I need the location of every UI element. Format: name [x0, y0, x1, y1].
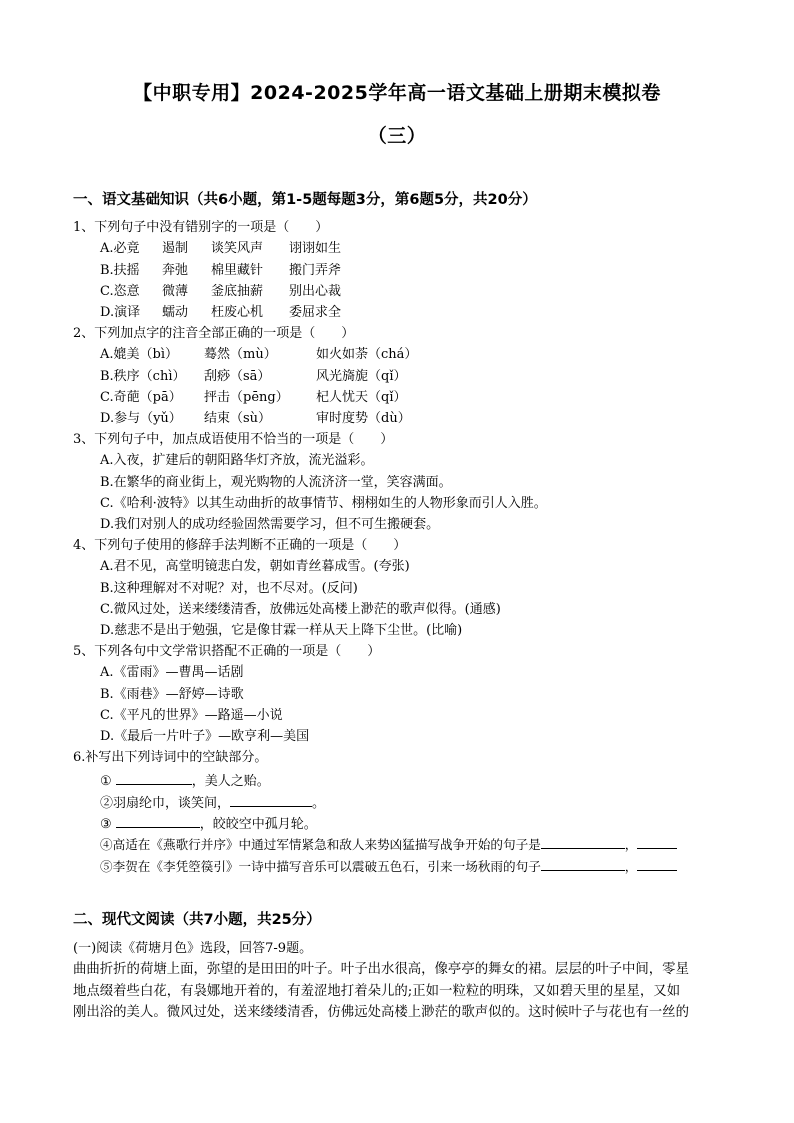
q1-a-word1: A.必竟 — [100, 241, 140, 256]
q6-item3-pre: ③ — [100, 817, 116, 832]
exam-subtitle: （三） — [367, 125, 427, 147]
reading-paragraph-line-3: 刚出浴的美人。微风过处，送来缕缕清香，仿佛远处高楼上渺茫的歌声似的。这时候叶子与花也有一丝的 — [73, 1005, 689, 1020]
q2-d-word2: 结束（sù） — [204, 411, 272, 426]
q1-d-word4: 委屈求全 — [289, 305, 342, 320]
q2-c-word3: 杞人忧天（qǐ） — [316, 390, 407, 405]
q6-item1-pre: ① — [100, 774, 116, 789]
q2-b-word2: 刮痧（sā） — [204, 369, 271, 384]
q6-item-5 — [100, 857, 677, 875]
q6-stem: 6.补写出下列诗词中的空缺部分。 — [73, 750, 268, 765]
q1-b-word1: B.扶摇 — [100, 263, 140, 278]
q1-c-word4: 别出心裁 — [289, 284, 342, 299]
q6-item3-post: ，皎皎空中孤月轮。 — [199, 817, 317, 832]
q6-item-3 — [100, 814, 317, 833]
q1-c-word1: C.恣意 — [100, 284, 140, 299]
q6-item1-post: ，美人之贻。 — [191, 774, 270, 789]
q6-item3-blank[interactable] — [116, 814, 200, 828]
section2-heading: 二、现代文阅读（共7小题，共25分） — [73, 912, 321, 928]
q1-b-word3: 棉里藏针 — [211, 263, 264, 278]
reading-intro: (一)阅读《荷塘月色》选段，回答7-9题。 — [73, 941, 313, 956]
q2-a-word2: 蓦然（mù） — [204, 347, 277, 362]
q6-item2-pre: ②羽扇纶巾，谈笑间， — [100, 796, 231, 811]
exam-title: 【中职专用】2024-2025学年高一语文基础上册期末模拟卷 — [133, 82, 661, 104]
q3-option-d: D.我们对别人的成功经验固然需要学习，但不可生搬硬套。 — [100, 517, 440, 532]
q6-item1-blank[interactable] — [116, 771, 192, 785]
q6-item2-post: 。 — [312, 796, 326, 811]
section1-heading: 一、语文基础知识（共6小题，第1-5题每题3分，第6题5分，共20分） — [73, 192, 537, 208]
q3-option-a: A.入夜，扩建后的朝阳路华灯齐放，流光溢彩。 — [100, 453, 374, 468]
q5-stem: 5、下列各句中文学常识搭配不正确的一项是（ ） — [73, 644, 381, 659]
q2-d-word3: 审时度势（dù） — [316, 411, 411, 426]
q6-item4-blank-2[interactable] — [637, 835, 677, 849]
q1-d-word3: 枉废心机 — [211, 305, 264, 320]
q5-option-d: D.《最后一片叶子》—欧亨利—美国 — [100, 729, 310, 744]
q4-stem: 4、下列句子使用的修辞手法判断不正确的一项是（ ） — [73, 538, 407, 553]
q6-item5-blank-1[interactable] — [541, 857, 625, 871]
q2-b-word1: B.秩序（chì） — [100, 369, 186, 384]
q1-c-word3: 釜底抽薪 — [211, 284, 264, 299]
q2-a-word3: 如火如荼（chá） — [316, 347, 418, 362]
q4-option-c: C.微风过处，送来缕缕清香，放佛远处高楼上渺茫的歌声似得。(通感) — [100, 602, 501, 617]
q4-option-d: D.慈悲不是出于勉强，它是像甘霖一样从天上降下尘世。(比喻) — [100, 623, 463, 638]
q1-a-word4: 诩诩如生 — [289, 241, 342, 256]
q6-item4-pre: ④高适在《燕歌行并序》中通过军情紧急和敌人来势凶猛描写战争开始的句子是 — [100, 837, 541, 852]
q1-a-word2: 遏制 — [162, 241, 189, 256]
q1-a-word3: 谈笑风声 — [211, 241, 264, 256]
q3-option-c: C.《哈利·波特》以其生动曲折的故事情节、栩栩如生的人物形象而引人入胜。 — [100, 496, 547, 511]
q1-stem: 1、下列句子中没有错别字的一项是（ ） — [73, 220, 329, 235]
q6-item2-blank[interactable] — [230, 793, 312, 807]
q5-option-b: B.《雨巷》—舒婷—诗歌 — [100, 687, 244, 702]
q5-option-c: C.《平凡的世界》—路遥—小说 — [100, 708, 283, 723]
q1-d-word2: 蠕动 — [162, 305, 189, 320]
reading-paragraph-line-2: 地点缀着些白花，有袅娜地开着的，有羞涩地打着朵儿的;正如一粒粒的明珠，又如碧天里的星星，又如 — [73, 984, 681, 999]
q6-item5-mid: ， — [624, 859, 638, 874]
q2-a-word1: A.媲美（bì） — [100, 347, 179, 362]
q1-c-word2: 微薄 — [162, 284, 189, 299]
q1-d-word1: D.演译 — [100, 305, 141, 320]
q2-c-word2: 抨击（pēng） — [204, 390, 289, 405]
q6-item5-pre: ⑤李贺在《李凭箜篌引》一诗中描写音乐可以震破五色石，引来一场秋雨的句子 — [100, 859, 541, 874]
q6-item-1 — [100, 771, 270, 790]
q2-c-word1: C.奇葩（pā） — [100, 390, 182, 405]
q5-option-a: A.《雷雨》—曹禺—话剧 — [100, 665, 244, 680]
q6-item5-blank-2[interactable] — [637, 857, 677, 871]
q1-b-word2: 奔弛 — [162, 263, 189, 278]
reading-paragraph-line-1: 曲曲折折的荷塘上面，弥望的是田田的叶子。叶子出水很高，像亭亭的舞女的裙。层层的叶子中间，零星 — [73, 962, 689, 977]
q3-option-b: B.在繁华的商业街上，观光购物的人流济济一堂，笑容满面。 — [100, 475, 452, 490]
q4-option-a: A.君不见，高堂明镜悲白发，朝如青丝暮成雪。(夸张) — [100, 559, 410, 574]
q6-item-2 — [100, 793, 325, 812]
q1-b-word4: 搬门弄斧 — [289, 263, 342, 278]
q6-item-4 — [100, 835, 677, 853]
q3-stem: 3、下列句子中，加点成语使用不恰当的一项是（ ） — [73, 432, 394, 447]
q6-item4-mid: ， — [624, 837, 638, 852]
q2-b-word3: 风光旖旎（qǐ） — [316, 369, 407, 384]
q2-stem: 2、下列加点字的注音全部正确的一项是（ ） — [73, 326, 355, 341]
q2-d-word1: D.参与（yǔ） — [100, 411, 182, 426]
q6-item4-blank-1[interactable] — [541, 835, 625, 849]
q4-option-b: B.这种理解对不对呢？对，也不尽对。(反问) — [100, 581, 358, 596]
